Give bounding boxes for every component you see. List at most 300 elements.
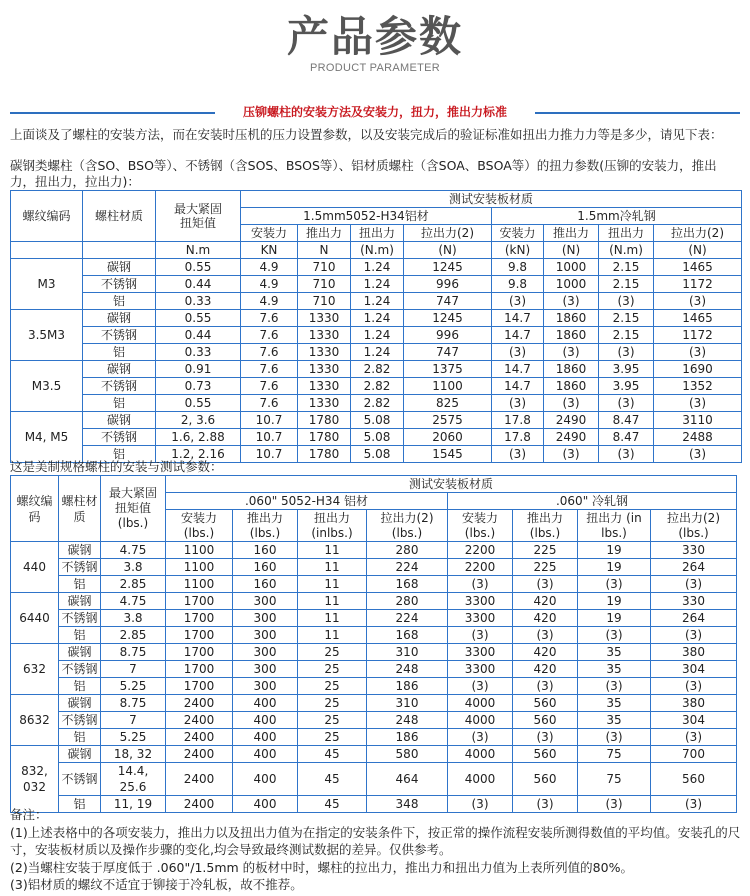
table-row	[11, 695, 737, 712]
table-row	[11, 593, 737, 610]
unit-cell: (N.m)	[351, 242, 404, 259]
aluminum-plate-value: 300	[233, 661, 298, 678]
steel-plate-value: 304	[651, 661, 737, 678]
steel-plate-value: 3300	[448, 661, 513, 678]
aluminum-plate-value: 11	[298, 559, 367, 576]
aluminum-plate-value: 248	[367, 712, 448, 729]
steel-plate-value: (3)	[651, 678, 737, 695]
aluminum-plate-value: 710	[298, 276, 351, 293]
aluminum-plate-value: 300	[233, 678, 298, 695]
steel-plate-value: 9.8	[492, 259, 544, 276]
header-col: 拉出力(2)(lbs.)	[367, 510, 448, 542]
steel-plate-value: (3)	[651, 729, 737, 746]
steel-plate-value: 1000	[544, 276, 599, 293]
material-cell: 铝	[59, 627, 101, 644]
aluminum-plate-value: 300	[233, 610, 298, 627]
aluminum-plate-value: 1.24	[351, 344, 404, 361]
header-col: 拉出力(2)	[654, 225, 742, 242]
thread-code-cell: M3.5	[11, 361, 83, 412]
torque-cell: 5.25	[101, 678, 166, 695]
steel-plate-value: 17.8	[492, 412, 544, 429]
aluminum-plate-value: 4.9	[241, 276, 298, 293]
material-cell: 铝	[83, 344, 156, 361]
steel-plate-value: 2200	[448, 559, 513, 576]
material-cell: 碳钢	[83, 259, 156, 276]
aluminum-plate-value: 710	[298, 259, 351, 276]
torque-cell: 0.55	[156, 310, 241, 327]
steel-plate-value: 1172	[654, 276, 742, 293]
aluminum-plate-value: 300	[233, 593, 298, 610]
aluminum-plate-value: 2400	[166, 712, 233, 729]
header-group-steel: .060" 冷轧钢	[448, 493, 737, 510]
aluminum-plate-value: 400	[233, 712, 298, 729]
unit-cell	[83, 242, 156, 259]
material-cell: 碳钢	[59, 695, 101, 712]
steel-plate-value: (3)	[599, 395, 654, 412]
steel-plate-value: 35	[578, 644, 651, 661]
steel-plate-value: 1860	[544, 378, 599, 395]
header-col: 推出力	[544, 225, 599, 242]
material-cell: 不锈钢	[83, 327, 156, 344]
aluminum-plate-value: 5.08	[351, 412, 404, 429]
aluminum-plate-value: 11	[298, 593, 367, 610]
steel-plate-value: 2.15	[599, 276, 654, 293]
header-col: 推出力	[298, 225, 351, 242]
table-row	[11, 542, 737, 559]
steel-plate-value: 2.15	[599, 327, 654, 344]
material-cell: 碳钢	[59, 644, 101, 661]
aluminum-plate-value: 2.82	[351, 378, 404, 395]
steel-plate-value: (3)	[651, 796, 737, 813]
header-col: 推出力(lbs.)	[513, 510, 578, 542]
aluminum-plate-value: 11	[298, 627, 367, 644]
aluminum-plate-value: 45	[298, 796, 367, 813]
aluminum-plate-value: 996	[404, 327, 492, 344]
aluminum-plate-value: 1700	[166, 661, 233, 678]
aluminum-plate-value: 280	[367, 542, 448, 559]
aluminum-plate-value: 7.6	[241, 310, 298, 327]
aluminum-plate-value: 1100	[404, 378, 492, 395]
steel-plate-value: 4000	[448, 695, 513, 712]
steel-plate-value: 3.95	[599, 378, 654, 395]
aluminum-plate-value: 11	[298, 576, 367, 593]
divider-left	[10, 112, 215, 114]
material-cell: 铝	[83, 293, 156, 310]
steel-plate-value: 3300	[448, 610, 513, 627]
steel-plate-value: (3)	[654, 395, 742, 412]
aluminum-plate-value: 400	[233, 796, 298, 813]
section-heading	[10, 102, 740, 122]
steel-plate-value: (3)	[599, 293, 654, 310]
aluminum-plate-value: 300	[233, 627, 298, 644]
steel-plate-value: 420	[513, 593, 578, 610]
aluminum-plate-value: 11	[298, 610, 367, 627]
header-col: 安装力	[241, 225, 298, 242]
steel-plate-value: 4000	[448, 763, 513, 796]
steel-plate-value: (3)	[578, 729, 651, 746]
aluminum-plate-value: 25	[298, 695, 367, 712]
aluminum-plate-value: 1330	[298, 378, 351, 395]
steel-plate-value: 19	[578, 593, 651, 610]
steel-plate-value: 8.47	[599, 429, 654, 446]
material-cell: 不锈钢	[59, 763, 101, 796]
table-row	[11, 678, 737, 695]
steel-plate-value: 560	[651, 763, 737, 796]
section-title: 压铆螺柱的安装方法及安装力，扭力，推出力标准	[242, 105, 507, 119]
steel-plate-value: 2200	[448, 542, 513, 559]
torque-cell: 7	[101, 712, 166, 729]
torque-cell: 2, 3.6	[156, 412, 241, 429]
table-row	[11, 627, 737, 644]
imperial-spec-table	[10, 475, 737, 813]
steel-plate-value: 1465	[654, 310, 742, 327]
steel-plate-value: (3)	[513, 627, 578, 644]
aluminum-plate-value: 168	[367, 576, 448, 593]
table-row	[11, 661, 737, 678]
table-row	[11, 276, 742, 293]
aluminum-plate-value: 310	[367, 644, 448, 661]
thread-code-cell: 3.5M3	[11, 310, 83, 361]
material-cell: 铝	[59, 576, 101, 593]
torque-cell: 0.55	[156, 259, 241, 276]
header-group-aluminum: 1.5mm5052-H34铝材	[241, 208, 492, 225]
material-cell: 不锈钢	[83, 276, 156, 293]
steel-plate-value: 17.8	[492, 429, 544, 446]
steel-plate-value: 4000	[448, 712, 513, 729]
steel-plate-value: 2.15	[599, 259, 654, 276]
steel-plate-value: 8.47	[599, 412, 654, 429]
header-col: 安装力(lbs.)	[448, 510, 513, 542]
steel-plate-value: (3)	[513, 729, 578, 746]
header-max-torque: 最大紧固扭矩值(lbs.)	[101, 476, 166, 542]
steel-plate-value: 35	[578, 712, 651, 729]
aluminum-plate-value: 400	[233, 763, 298, 796]
torque-cell: 4.75	[101, 593, 166, 610]
aluminum-plate-value: 747	[404, 293, 492, 310]
steel-plate-value: 1352	[654, 378, 742, 395]
steel-plate-value: 560	[513, 763, 578, 796]
steel-plate-value: 14.7	[492, 310, 544, 327]
unit-cell: (N)	[654, 242, 742, 259]
aluminum-plate-value: 1780	[298, 412, 351, 429]
table-row	[11, 712, 737, 729]
aluminum-plate-value: 1330	[298, 310, 351, 327]
material-cell: 不锈钢	[59, 661, 101, 678]
torque-cell: 0.55	[156, 395, 241, 412]
aluminum-plate-value: 168	[367, 627, 448, 644]
intro-paragraph-1: 上面谈及了螺柱的安装方法，而在安装时压机的压力设置参数，以及安装完成后的验证标准如扭出力推力力等是多少，请见下表：	[10, 127, 723, 142]
table-row	[11, 559, 737, 576]
steel-plate-value: 14.7	[492, 327, 544, 344]
aluminum-plate-value: 7.6	[241, 344, 298, 361]
aluminum-plate-value: 1545	[404, 446, 492, 463]
note-item: (2)当螺柱安装于厚度低于 .060"/1.5mm 的板材中时，螺柱的拉出力，推出力和扭出力值为上表所列值的80%。	[10, 859, 633, 875]
unit-cell: (N.m)	[599, 242, 654, 259]
header-col: 安装力(lbs.)	[166, 510, 233, 542]
header-col: 拉出力(2)	[404, 225, 492, 242]
aluminum-plate-value: 1780	[298, 446, 351, 463]
steel-plate-value: (3)	[599, 344, 654, 361]
thread-code-cell: 832, 032	[11, 746, 59, 813]
aluminum-plate-value: 1330	[298, 327, 351, 344]
header-thread-code: 螺纹编码	[11, 191, 83, 242]
torque-cell: 3.8	[101, 610, 166, 627]
steel-plate-value: (3)	[492, 344, 544, 361]
header-group-aluminum: .060" 5052-H34 铝材	[166, 493, 448, 510]
material-cell: 铝	[83, 395, 156, 412]
intro-paragraph-2: 碳钢类螺柱（含SO、BSO等）、不锈钢（含SOS、BSOS等）、铝材质螺柱（含SOA、BSOA等）的扭力参数(压铆的安装力，推出力，扭出力，拉出力)：	[10, 158, 717, 189]
aluminum-plate-value: 1700	[166, 627, 233, 644]
material-cell: 不锈钢	[59, 712, 101, 729]
page-title: 产品参数	[286, 12, 463, 61]
table-row	[11, 746, 737, 763]
aluminum-plate-value: 464	[367, 763, 448, 796]
steel-plate-value: (3)	[651, 576, 737, 593]
aluminum-plate-value: 1700	[166, 644, 233, 661]
steel-plate-value: 420	[513, 610, 578, 627]
steel-plate-value: 264	[651, 559, 737, 576]
steel-plate-value: 1690	[654, 361, 742, 378]
aluminum-plate-value: 160	[233, 559, 298, 576]
aluminum-plate-value: 1330	[298, 344, 351, 361]
aluminum-plate-value: 310	[367, 695, 448, 712]
table-row	[11, 327, 742, 344]
aluminum-plate-value: 10.7	[241, 429, 298, 446]
steel-plate-value: 35	[578, 695, 651, 712]
torque-cell: 0.91	[156, 361, 241, 378]
thread-code-cell: 8632	[11, 695, 59, 746]
aluminum-plate-value: 2.82	[351, 361, 404, 378]
aluminum-plate-value: 25	[298, 712, 367, 729]
steel-plate-value: (3)	[578, 678, 651, 695]
aluminum-plate-value: 224	[367, 610, 448, 627]
aluminum-plate-value: 2400	[166, 746, 233, 763]
page-subtitle: PRODUCT PARAMETER	[310, 62, 440, 74]
divider-right	[535, 112, 740, 114]
aluminum-plate-value: 4.9	[241, 259, 298, 276]
steel-plate-value: 330	[651, 593, 737, 610]
steel-plate-value: (3)	[599, 446, 654, 463]
aluminum-plate-value: 7.6	[241, 327, 298, 344]
header-col: 拉出力(2)(lbs.)	[651, 510, 737, 542]
header-test-plate: 测试安装板材质	[241, 191, 742, 208]
steel-plate-value: 19	[578, 559, 651, 576]
steel-plate-value: (3)	[578, 627, 651, 644]
thread-code-cell: 6440	[11, 593, 59, 644]
steel-plate-value: (3)	[651, 627, 737, 644]
aluminum-plate-value: 2060	[404, 429, 492, 446]
steel-plate-value: (3)	[544, 344, 599, 361]
thread-code-cell: M3	[11, 259, 83, 310]
aluminum-plate-value: 45	[298, 763, 367, 796]
material-cell: 不锈钢	[83, 429, 156, 446]
unit-cell: KN	[241, 242, 298, 259]
material-cell: 铝	[59, 678, 101, 695]
steel-plate-value: 3300	[448, 644, 513, 661]
table-row	[11, 310, 742, 327]
aluminum-plate-value: 248	[367, 661, 448, 678]
header-group-steel: 1.5mm冷轧钢	[492, 208, 742, 225]
steel-plate-value: 2488	[654, 429, 742, 446]
steel-plate-value: 700	[651, 746, 737, 763]
aluminum-plate-value: 2400	[166, 763, 233, 796]
header-test-plate: 测试安装板材质	[166, 476, 737, 493]
unit-cell: N.m	[156, 242, 241, 259]
header-thread-code: 螺纹编码	[11, 476, 59, 542]
aluminum-plate-value: 25	[298, 661, 367, 678]
steel-plate-value: 14.7	[492, 378, 544, 395]
steel-plate-value: 2490	[544, 412, 599, 429]
unit-cell	[11, 242, 83, 259]
aluminum-plate-value: 400	[233, 746, 298, 763]
steel-plate-value: (3)	[654, 293, 742, 310]
steel-plate-value: (3)	[513, 576, 578, 593]
aluminum-plate-value: 996	[404, 276, 492, 293]
aluminum-plate-value: 186	[367, 678, 448, 695]
aluminum-plate-value: 2575	[404, 412, 492, 429]
unit-cell: (kN)	[492, 242, 544, 259]
aluminum-plate-value: 1700	[166, 678, 233, 695]
steel-plate-value: 2.15	[599, 310, 654, 327]
torque-cell: 0.33	[156, 293, 241, 310]
header-material: 螺柱材质	[59, 476, 101, 542]
notes-title: 备注：	[10, 807, 48, 822]
table-row	[11, 429, 742, 446]
aluminum-plate-value: 1.24	[351, 310, 404, 327]
header-col: 扭出力(inlbs.)	[298, 510, 367, 542]
aluminum-plate-value: 1700	[166, 593, 233, 610]
material-cell: 碳钢	[59, 593, 101, 610]
thread-code-cell: 632	[11, 644, 59, 695]
steel-plate-value: (3)	[448, 678, 513, 695]
torque-cell: 8.75	[101, 644, 166, 661]
aluminum-plate-value: 825	[404, 395, 492, 412]
aluminum-plate-value: 5.08	[351, 446, 404, 463]
steel-plate-value: 380	[651, 644, 737, 661]
aluminum-plate-value: 1100	[166, 559, 233, 576]
table-row	[11, 610, 737, 627]
aluminum-plate-value: 1.24	[351, 276, 404, 293]
material-cell: 不锈钢	[59, 559, 101, 576]
material-cell: 不锈钢	[83, 378, 156, 395]
aluminum-plate-value: 1.24	[351, 327, 404, 344]
steel-plate-value: 9.8	[492, 276, 544, 293]
aluminum-plate-value: 45	[298, 746, 367, 763]
thread-code-cell: M4, M5	[11, 412, 83, 463]
aluminum-plate-value: 710	[298, 293, 351, 310]
aluminum-plate-value: 224	[367, 559, 448, 576]
torque-cell: 2.85	[101, 627, 166, 644]
material-cell: 碳钢	[59, 542, 101, 559]
aluminum-plate-value: 2400	[166, 729, 233, 746]
steel-plate-value: 1172	[654, 327, 742, 344]
material-cell: 铝	[59, 796, 101, 813]
table-row	[11, 344, 742, 361]
torque-cell: 11, 19	[101, 796, 166, 813]
aluminum-plate-value: 25	[298, 729, 367, 746]
note-item: (3)铝材质的螺纹不适宜于铆接于冷轧板，故不推荐。	[10, 877, 303, 892]
aluminum-plate-value: 7.6	[241, 395, 298, 412]
aluminum-plate-value: 7.6	[241, 361, 298, 378]
aluminum-plate-value: 300	[233, 644, 298, 661]
steel-plate-value: 19	[578, 542, 651, 559]
table-row	[11, 763, 737, 796]
header-col: 扭出力	[351, 225, 404, 242]
aluminum-plate-value: 10.7	[241, 446, 298, 463]
steel-plate-value: (3)	[544, 446, 599, 463]
steel-plate-value: 75	[578, 746, 651, 763]
notes-section	[10, 806, 745, 894]
steel-plate-value: (3)	[544, 395, 599, 412]
torque-cell: 0.33	[156, 344, 241, 361]
material-cell: 不锈钢	[59, 610, 101, 627]
steel-plate-value: (3)	[578, 796, 651, 813]
table-row	[11, 361, 742, 378]
aluminum-plate-value: 25	[298, 678, 367, 695]
torque-cell: 0.44	[156, 327, 241, 344]
steel-plate-value: 1860	[544, 327, 599, 344]
steel-plate-value: (3)	[578, 576, 651, 593]
header-col: 扭出力 (in lbs.)	[578, 510, 651, 542]
steel-plate-value: (3)	[448, 729, 513, 746]
steel-plate-value: (3)	[654, 344, 742, 361]
table-row	[11, 259, 742, 276]
aluminum-plate-value: 10.7	[241, 412, 298, 429]
unit-cell: N	[298, 242, 351, 259]
steel-plate-value: 1860	[544, 310, 599, 327]
steel-plate-value: 304	[651, 712, 737, 729]
aluminum-plate-value: 2400	[166, 695, 233, 712]
steel-plate-value: (3)	[448, 627, 513, 644]
steel-plate-value: 420	[513, 661, 578, 678]
table-row	[11, 576, 737, 593]
steel-plate-value: (3)	[448, 576, 513, 593]
material-cell: 铝	[59, 729, 101, 746]
steel-plate-value: 35	[578, 661, 651, 678]
steel-plate-value: 4000	[448, 746, 513, 763]
aluminum-plate-value: 747	[404, 344, 492, 361]
steel-plate-value: 75	[578, 763, 651, 796]
aluminum-plate-value: 1.24	[351, 259, 404, 276]
aluminum-plate-value: 160	[233, 576, 298, 593]
thread-code-cell: 440	[11, 542, 59, 593]
aluminum-plate-value: 280	[367, 593, 448, 610]
steel-plate-value: (3)	[492, 293, 544, 310]
torque-cell: 1.6, 2.88	[156, 429, 241, 446]
torque-cell: 3.8	[101, 559, 166, 576]
steel-plate-value: 330	[651, 542, 737, 559]
torque-cell: 14.4, 25.6	[101, 763, 166, 796]
table-row	[11, 378, 742, 395]
note-item: (1)上述表格中的各项安装力，推出力以及扭出力值为在指定的安装条件下，按正常的操作流程安装所测得数值的平均值。安装孔的尺寸，安装板材质以及操作步骤的变化,均会导致最终测试数据的差异。仅供参考。	[10, 824, 741, 857]
aluminum-plate-value: 1100	[166, 576, 233, 593]
aluminum-plate-value: 1100	[166, 542, 233, 559]
material-cell: 碳钢	[59, 746, 101, 763]
aluminum-plate-value: 580	[367, 746, 448, 763]
aluminum-plate-value: 400	[233, 695, 298, 712]
material-cell: 碳钢	[83, 310, 156, 327]
steel-plate-value: (3)	[513, 796, 578, 813]
torque-cell: 0.44	[156, 276, 241, 293]
material-cell: 铝	[83, 446, 156, 463]
torque-cell: 8.75	[101, 695, 166, 712]
aluminum-plate-value: 1330	[298, 395, 351, 412]
steel-plate-value: 420	[513, 644, 578, 661]
steel-plate-value: (3)	[513, 678, 578, 695]
aluminum-plate-value: 11	[298, 542, 367, 559]
steel-plate-value: 1000	[544, 259, 599, 276]
steel-plate-value: 3300	[448, 593, 513, 610]
